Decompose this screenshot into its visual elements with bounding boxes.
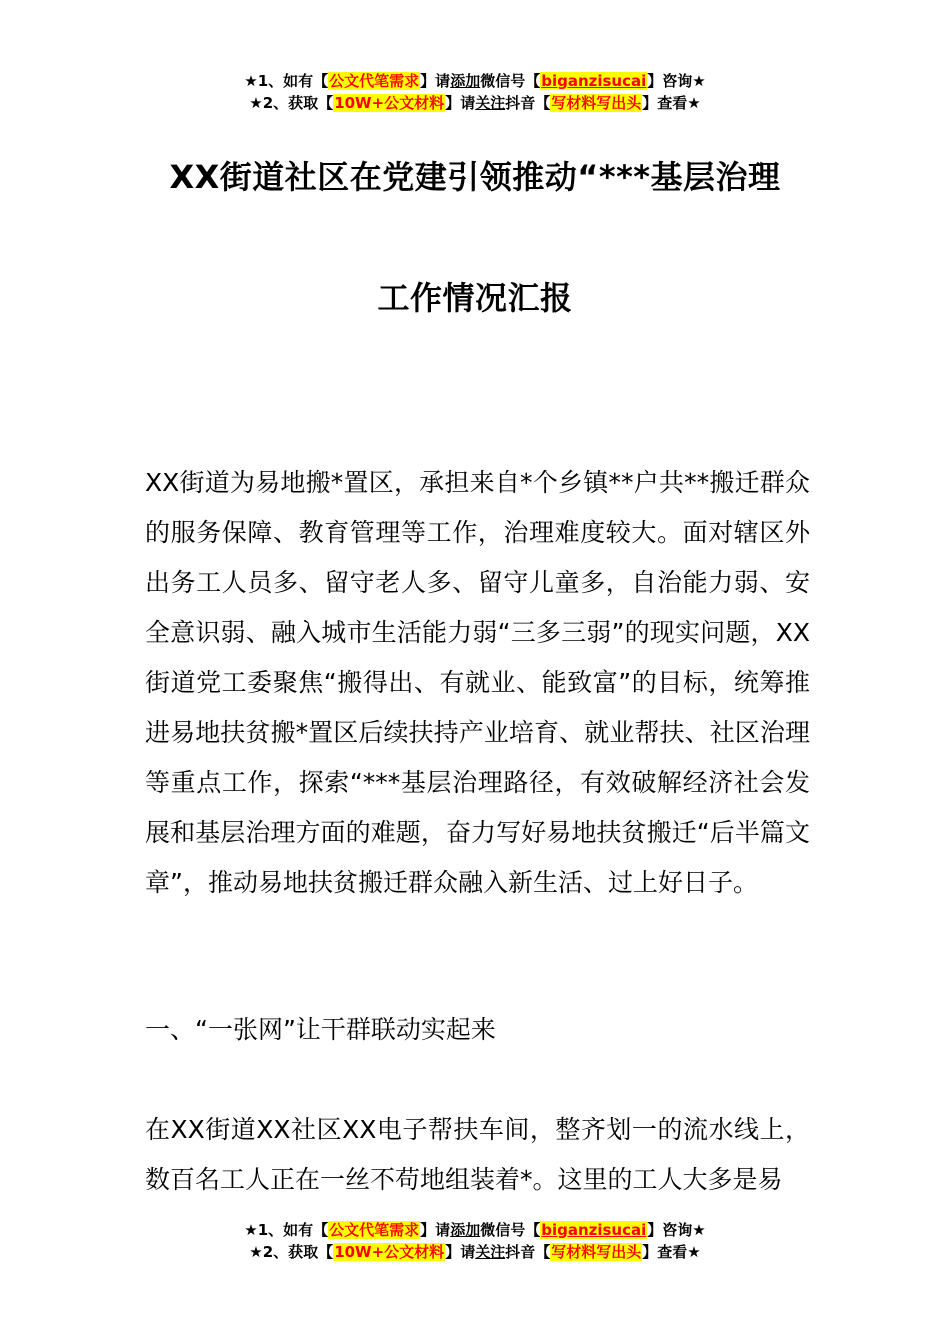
banner-text: 】请 [420,1221,451,1239]
banner-text: 】咨询★ [647,72,706,90]
body-paragraph-section-1: 在XX街道XX社区XX电子帮扶车间，整齐划一的流水线上，数百名工人正在一丝不苟地组装着*。这里的工人大多是易 [145,1115,810,1194]
banner-line-2 [0,92,950,114]
banner-text: 】查看★ [642,1243,701,1261]
material-tag: 10W+公文材料 [334,1243,445,1261]
banner-text: 】请 [445,1243,476,1261]
service-tag: 公文代笔需求 [329,72,420,90]
banner-text: ★2、获取【 [249,94,334,112]
body-paragraph-intro: XX街道为易地搬*置区，承担来自*个乡镇**户共**搬迁群众的服务保障、教育管理等工作，治理难度较大。面对辖区外出务工人员多、留守老人多、留守儿童多，自治能力弱、安全意识弱、融入城市生活能力弱“三多三弱”的现实问题，XX街道党工委聚焦“搬得出、有就业、能致富”的目标，统筹推进易地扶贫搬*置区后续扶持产业培育、就业帮扶、社区治理等重点工作，探索“***基层治理路径，有效破解经济社会发展和基层治理方面的难题，奋力写好易地扶贫搬迁“后半篇文章”，推动易地扶贫搬迁群众融入新生活、过上好日子。 [145,468,810,897]
banner-emphasis: 关注 [475,1243,506,1261]
banner-text: 抖音【 [505,1243,551,1261]
banner-text: 抖音【 [505,94,551,112]
banner-emphasis: 关注 [475,94,506,112]
banner-text: 】咨询★ [647,1221,706,1239]
banner-line-1 [0,70,950,92]
document-title-line-2: 工作情况汇报 [377,279,573,317]
banner-text: ★1、如有【 [244,72,329,90]
wechat-id-link[interactable]: biganzisucai [541,72,647,90]
document-title-line-1: XX街道社区在党建引领推动“***基层治理 [169,158,781,196]
service-tag: 公文代笔需求 [329,1221,420,1239]
banner-text: 微信号【 [480,1221,541,1239]
footer-banner [0,1219,950,1263]
banner-text: 微信号【 [480,72,541,90]
wechat-id-link[interactable]: biganzisucai [541,1221,647,1239]
material-tag: 10W+公文材料 [334,94,445,112]
section-heading-1: 一、“一张网”让干群联动实起来 [145,1015,496,1044]
banner-emphasis: 添加 [450,72,481,90]
banner-line-2 [0,1241,950,1263]
banner-text: ★1、如有【 [244,1221,329,1239]
banner-emphasis: 添加 [450,1221,481,1239]
banner-text: ★2、获取【 [249,1243,334,1261]
douyin-account-tag: 写材料写出头 [551,1243,642,1261]
header-banner [0,70,950,114]
banner-line-1 [0,1219,950,1241]
banner-text: 】请 [445,94,476,112]
douyin-account-tag: 写材料写出头 [551,94,642,112]
banner-text: 】请 [420,72,451,90]
banner-text: 】查看★ [642,94,701,112]
